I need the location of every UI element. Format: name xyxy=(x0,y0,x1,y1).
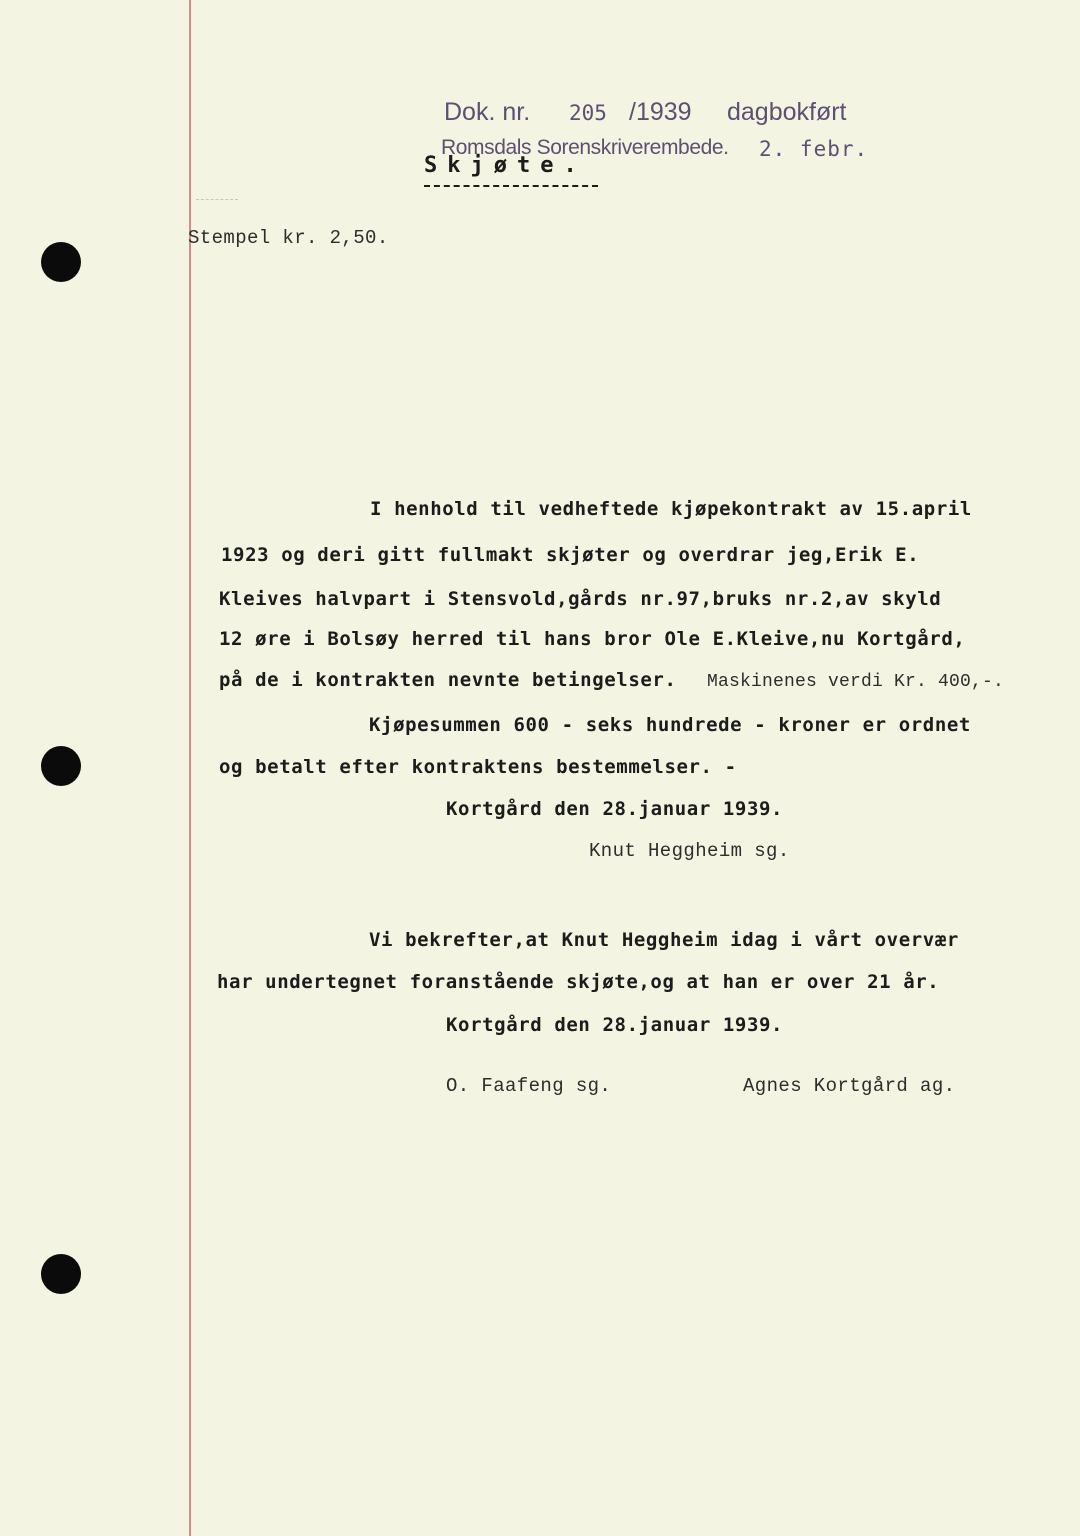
body-line-6: Kjøpesummen 600 - seks hundrede - kroner er ordnet xyxy=(369,714,971,736)
place-date-1: Kortgård den 28.januar 1939. xyxy=(446,798,784,820)
punch-hole-icon xyxy=(41,746,81,786)
document-title: Skjøte. xyxy=(424,153,587,178)
stamp-dok-number: 205 xyxy=(569,101,607,125)
body-line-1: I henhold til vedheftede kjøpekontrakt av 15.april xyxy=(370,498,972,520)
witness-line-1: Vi bekrefter,at Knut Heggheim idag i vårt overvær xyxy=(369,929,959,951)
body-line-2: 1923 og deri gitt fullmakt skjøter og overdrar jeg,Erik E. xyxy=(221,544,920,566)
stamp-date: 2. febr. xyxy=(759,137,869,161)
body-line-4: 12 øre i Bolsøy herred til hans bror Ole E.Kleive,nu Kortgård, xyxy=(219,628,966,650)
stempel-fee: Stempel kr. 2,50. xyxy=(188,227,389,249)
stamp-dok-status: dagbokført xyxy=(727,98,847,126)
place-date-2: Kortgård den 28.januar 1939. xyxy=(446,1014,784,1036)
body-line-7: og betalt efter kontraktens bestemmelser. - xyxy=(219,756,737,778)
stamp-dok-year: /1939 xyxy=(629,98,692,126)
stamp-dok-label: Dok. nr. xyxy=(444,98,531,126)
body-line-5b: Maskinenes verdi Kr. 400,-. xyxy=(707,672,1005,692)
stamp-office: Romsdals Sorenskriverembede. xyxy=(441,136,729,159)
faint-dash-line xyxy=(196,199,238,200)
body-line-3: Kleives halvpart i Stensvold,gårds nr.97,bruks nr.2,av skyld xyxy=(219,588,942,610)
witness-1: O. Faafeng sg. xyxy=(446,1075,612,1097)
witness-line-2: har undertegnet foranstående skjøte,og at han er over 21 år. xyxy=(217,971,940,993)
punch-hole-icon xyxy=(41,1254,81,1294)
body-line-5a: på de i kontrakten nevnte betingelser. xyxy=(219,669,677,691)
title-underline xyxy=(424,185,598,187)
punch-hole-icon xyxy=(41,242,81,282)
signer: Knut Heggheim sg. xyxy=(589,840,790,862)
witness-2: Agnes Kortgård ag. xyxy=(743,1075,956,1097)
